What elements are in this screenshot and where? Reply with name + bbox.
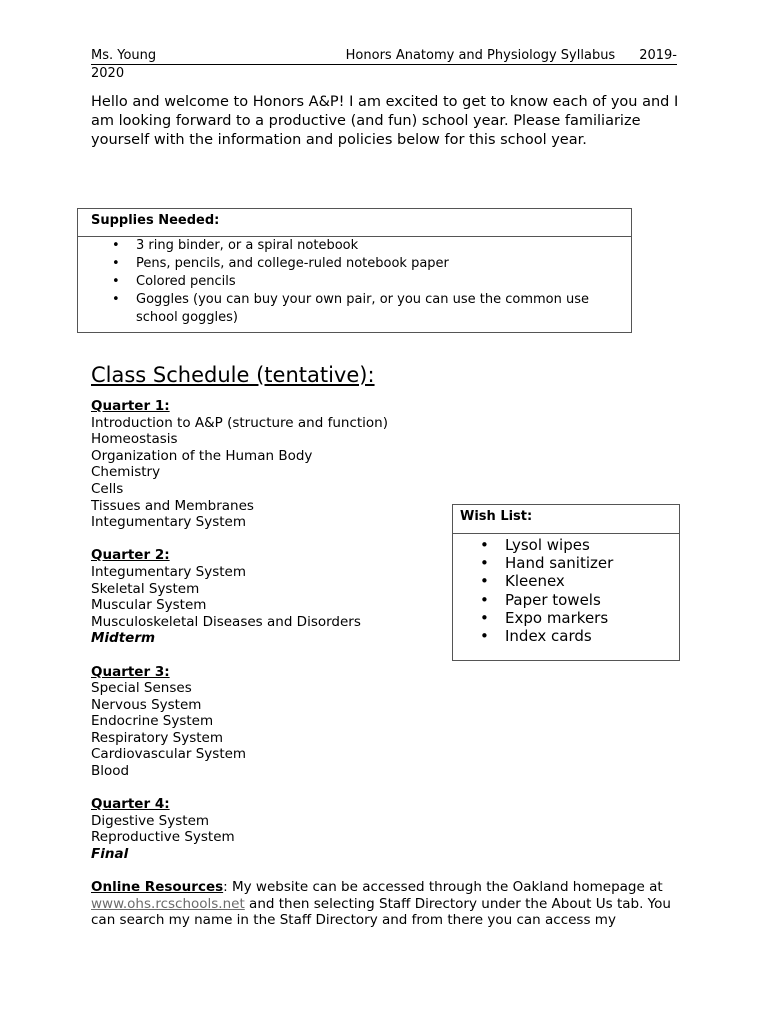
list-item: • Goggles (you can buy your own pair, or you can use the common use school goggles) [112,292,590,325]
bullet-icon: • [480,608,489,627]
list-item: Special Senses [91,680,192,697]
wish-list-heading: Wish List: [453,505,679,534]
list-item: Organization of the Human Body [91,447,313,464]
list-item: Chemistry [91,464,161,481]
list-item: Nervous System [91,696,202,713]
list-item: Reproductive System [91,829,235,846]
header-line [91,47,677,65]
list-item: Respiratory System [91,729,223,746]
school-year-start: 2019- [639,48,677,63]
list-item: Musculoskeletal Diseases and Disorders [91,613,361,630]
list-item: Muscular System [91,597,207,614]
schedule-title: Class Schedule (tentative): [91,363,375,387]
page-header [91,47,677,82]
supplies-box [77,208,632,333]
list-item: • Expo markers [480,608,609,627]
supplies-heading: Supplies Needed: [78,209,631,237]
list-item: Endocrine System [91,713,214,730]
list-item: Blood [91,763,130,780]
list-item: • Pens, pencils, and college-ruled notebook paper [112,256,449,271]
bullet-icon: • [480,590,489,609]
list-item: Homeostasis [91,431,178,448]
list-item: Tissues and Membranes [91,497,254,514]
quarter-2-title: Quarter 2: [91,547,170,564]
bullet-icon: • [112,256,120,271]
online-resources-paragraph [91,879,681,929]
list-item: Integumentary System [91,563,247,580]
list-item: • Lysol wipes [480,536,590,554]
class-schedule [91,398,388,863]
website-link[interactable]: www.ohs.rcschools.net [91,895,245,912]
list-item: Digestive System [91,812,210,829]
welcome-paragraph: Hello and welcome to Honors A&P! I am excited to get to know each of you and I am looking forward to a productive (and fun) school year. Please familiarize yourself with the information and policies below for this school year. [91,94,679,148]
list-item: Skeletal System [91,580,200,597]
online-resources-label: Online Resources [91,879,224,895]
bullet-icon: • [480,554,489,573]
final-label: Final [91,846,129,863]
quarter-3-title: Quarter 3: [91,663,170,680]
wish-list [453,536,679,645]
list-item: Cells [91,480,124,497]
school-year-end: 2020 [91,66,125,81]
list-item: • Hand sanitizer [480,554,614,573]
course-title: Honors Anatomy and Physiology Syllabus [345,48,616,63]
list-item: • Paper towels [480,590,601,609]
quarter-4-title: Quarter 4: [91,796,170,813]
wish-list-box [452,504,680,661]
bullet-icon: • [112,274,120,289]
teacher-name: Ms. Young [91,48,157,63]
midterm-label: Midterm [91,630,156,647]
list-item: • 3 ring binder, or a spiral notebook [112,238,359,253]
quarter-1-title: Quarter 1: [91,398,170,414]
online-resources-text-continued: and then selecting Staff Directory under the About Us tab. You can search my name in the Staff Directory and from there you can access my [91,895,671,929]
list-item: • Index cards [480,627,592,646]
list-item: Integumentary System [91,514,247,531]
bullet-icon: • [480,627,489,646]
bullet-icon: • [112,238,120,253]
online-resources-text: : My website can be accessed through the Oakland homepage at [223,879,663,895]
list-item: Cardiovascular System [91,746,247,763]
list-item: • Colored pencils [112,274,236,289]
list-item: Introduction to A&P (structure and function) [91,414,389,431]
bullet-icon: • [480,572,489,591]
supplies-list [78,237,631,327]
bullet-icon: • [112,292,120,307]
list-item: • Kleenex [480,572,565,591]
bullet-icon: • [480,536,489,554]
